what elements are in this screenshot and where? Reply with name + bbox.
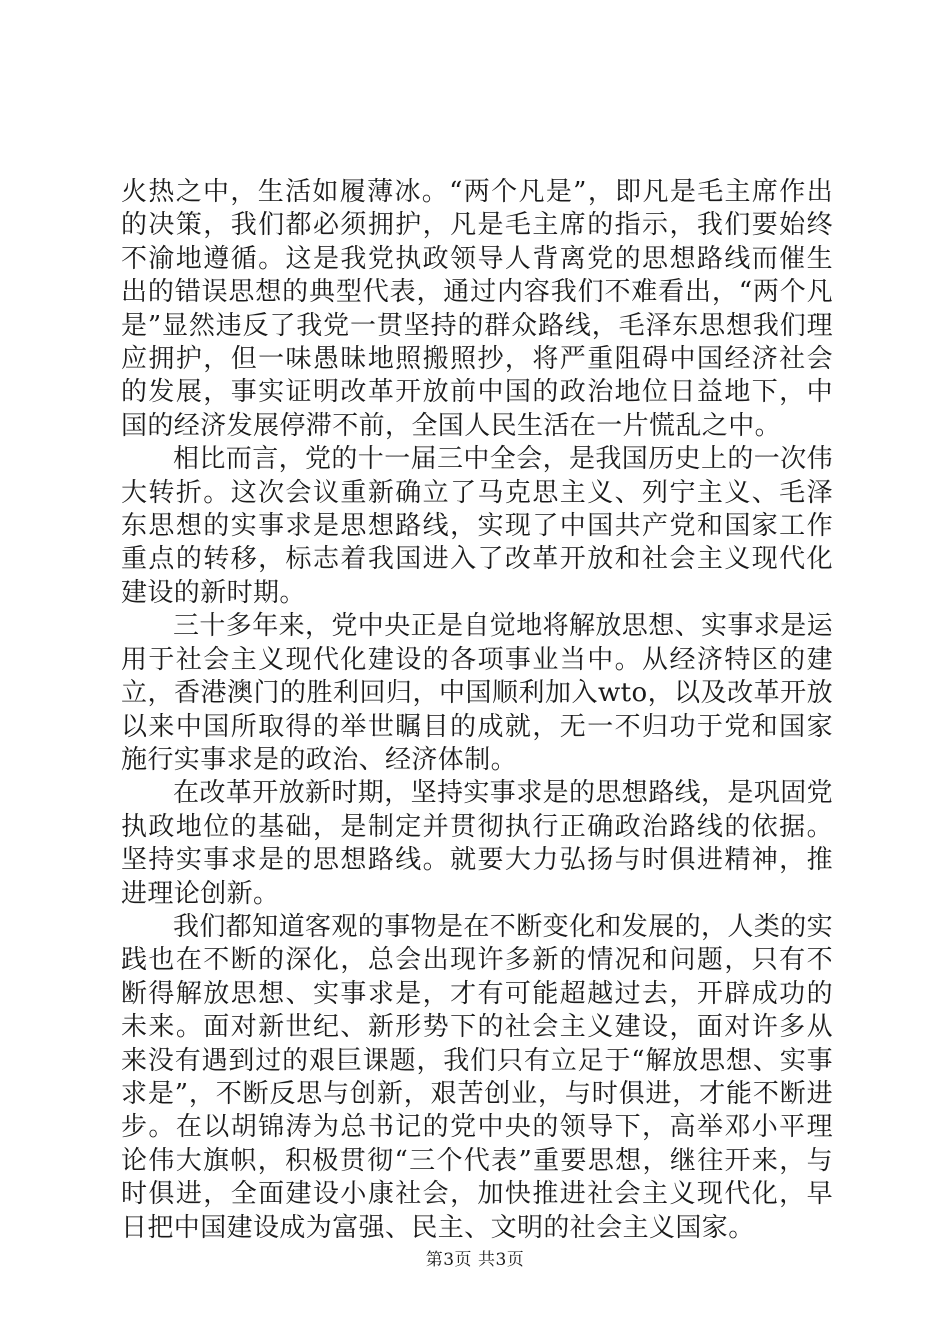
paragraph-conclusion: 我们都知道客观的事物是在不断变化和发展的，人类的实践也在不断的深化，总会出现许多新的情况和问题，只有不断得解放思想、实事求是，才有可能超越过去，开辟成功的未来。面对新世纪、新形势下的社会主义建设，面对许多从来没有遇到过的艰巨课题，我们只有立足于“解放思想、实事求是”，不断反思与创新，艰苦创业，与时俱进，才能不断进步。在以胡锦涛为总书记的党中央的领导下，高举邓小平理论伟大旗帜，积极贯彻“三个代表”重要思想，继往开来，与时俱进，全面建设小康社会，加快推进社会主义现代化，早日把中国建设成为富强、民主、文明的社会主义国家。 [121,911,834,1243]
paragraph-third-plenum: 相比而言，党的十一届三中全会，是我国历史上的一次伟大转折。这次会议重新确立了马克思主义、列宁主义、毛泽东思想的实事求是思想路线，实现了中国共产党和国家工作重点的转移，标志着我国进入了改革开放和社会主义现代化建设的新时期。 [121,444,834,608]
page-number-footer: 第3页 共3页 [425,1250,525,1270]
document-body [121,176,833,1245]
paragraph-new-era: 在改革开放新时期，坚持实事求是的思想路线，是巩固党执政地位的基础，是制定并贯彻执行正确政治路线的依据。坚持实事求是的思想路线。就要大力弘扬与时俱进精神，推进理论创新。 [121,778,834,909]
paragraph-thirty-years: 三十多年来，党中央正是自觉地将解放思想、实事求是运用于社会主义现代化建设的各项事业当中。从经济特区的建立，香港澳门的胜利回归，中国顺利加入wto，以及改革开放以来中国所取得的举世瞩目的成就，无一不归功于党和国家施行实事求是的政治、经济体制。 [121,611,834,775]
paragraph-continuation: 火热之中，生活如履薄冰。“两个凡是”，即凡是毛主席作出的决策，我们都必须拥护，凡是毛主席的指示，我们要始终不渝地遵循。这是我党执政领导人背离党的思想路线而催生出的错误思想的典型代表，通过内容我们不难看出，“两个凡是”显然违反了我党一贯坚持的群众路线，毛泽东思想我们理应拥护，但一味愚昧地照搬照抄，将严重阻碍中国经济社会的发展，事实证明改革开放前中国的政治地位日益地下，中国的经济发展停滞不前，全国人民生活在一片慌乱之中。 [121,177,833,441]
